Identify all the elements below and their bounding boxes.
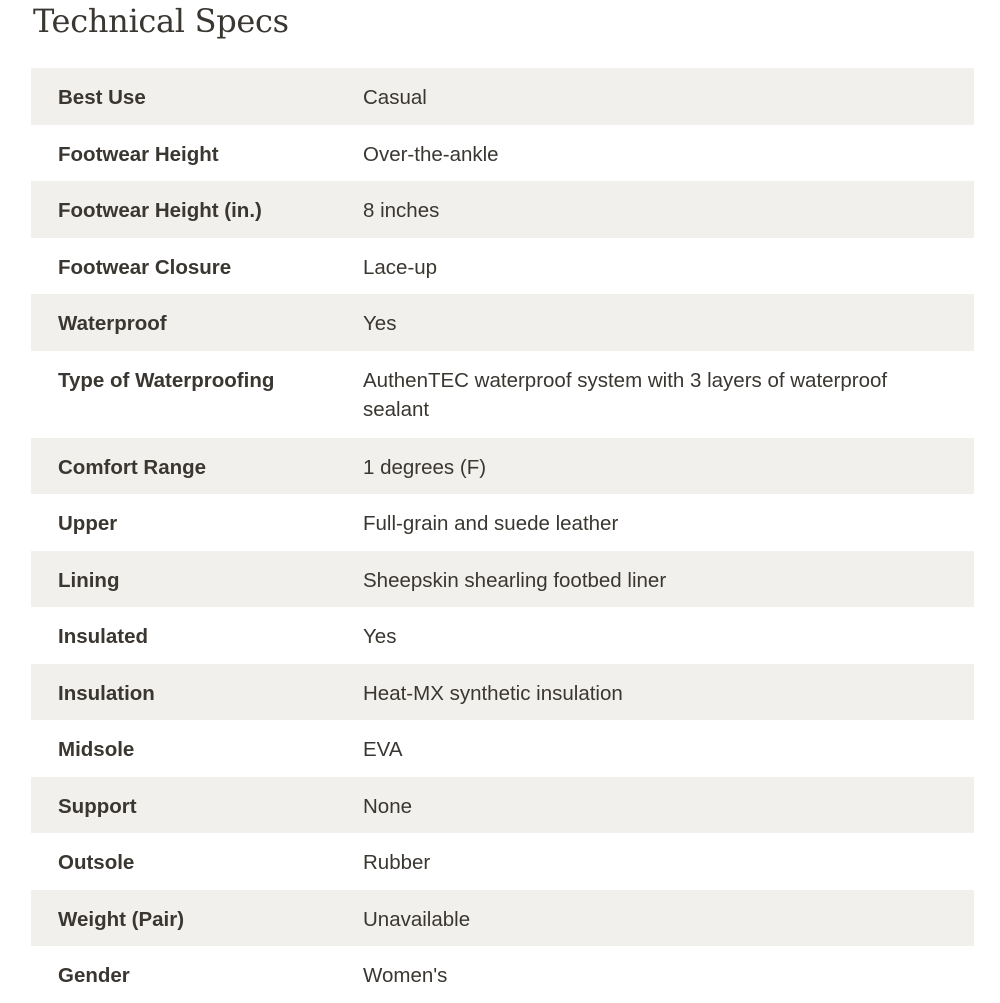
spec-label: Type of Waterproofing [58, 368, 275, 392]
spec-label: Footwear Closure [58, 255, 232, 279]
spec-label: Waterproof [58, 312, 167, 335]
spec-row [31, 438, 974, 495]
spec-label: Weight (Pair) [58, 907, 185, 931]
spec-label: Lining [58, 568, 120, 592]
spec-value: Full-grain and suede leather [363, 512, 619, 535]
spec-label: Outsole [58, 851, 135, 874]
spec-row [31, 720, 974, 777]
spec-row [31, 181, 974, 238]
spec-row [31, 68, 974, 125]
specs-table [31, 68, 974, 1003]
spec-value: Lace-up [363, 255, 438, 279]
spec-row [31, 833, 974, 890]
spec-row [31, 294, 974, 351]
spec-label: Insulated [58, 625, 148, 648]
spec-label: Comfort Range [58, 455, 207, 479]
page-title: Technical Specs [33, 2, 289, 40]
spec-value: Women's [363, 964, 448, 987]
spec-row [31, 238, 974, 295]
spec-row [31, 494, 974, 551]
spec-row [31, 777, 974, 834]
spec-value: AuthenTEC waterproof system with 3 layers of waterproof sealant [363, 368, 888, 421]
spec-label: Support [58, 794, 137, 818]
spec-label: Best Use [58, 86, 146, 109]
spec-label: Upper [58, 512, 118, 535]
spec-row [31, 946, 974, 1003]
spec-row [31, 351, 974, 438]
spec-label: Insulation [58, 681, 155, 705]
spec-value: Over-the-ankle [363, 142, 499, 166]
spec-row [31, 551, 974, 608]
spec-value: 8 inches [363, 199, 440, 222]
spec-value: Rubber [363, 851, 431, 874]
spec-value: None [363, 794, 413, 818]
spec-row [31, 664, 974, 721]
spec-label: Footwear Height (in.) [58, 199, 262, 222]
spec-value: 1 degrees (F) [363, 455, 487, 479]
spec-label: Footwear Height [58, 142, 219, 166]
spec-label: Midsole [58, 738, 135, 761]
spec-value: Sheepskin shearling footbed liner [363, 568, 667, 592]
spec-value: Yes [363, 312, 397, 335]
spec-row [31, 607, 974, 664]
spec-value: Casual [363, 86, 427, 109]
spec-label: Gender [58, 964, 130, 987]
spec-value: Unavailable [363, 907, 471, 931]
spec-value: Heat-MX synthetic insulation [363, 681, 623, 705]
spec-value: Yes [363, 625, 397, 648]
spec-value: EVA [363, 738, 403, 761]
spec-row [31, 890, 974, 947]
spec-row [31, 125, 974, 182]
